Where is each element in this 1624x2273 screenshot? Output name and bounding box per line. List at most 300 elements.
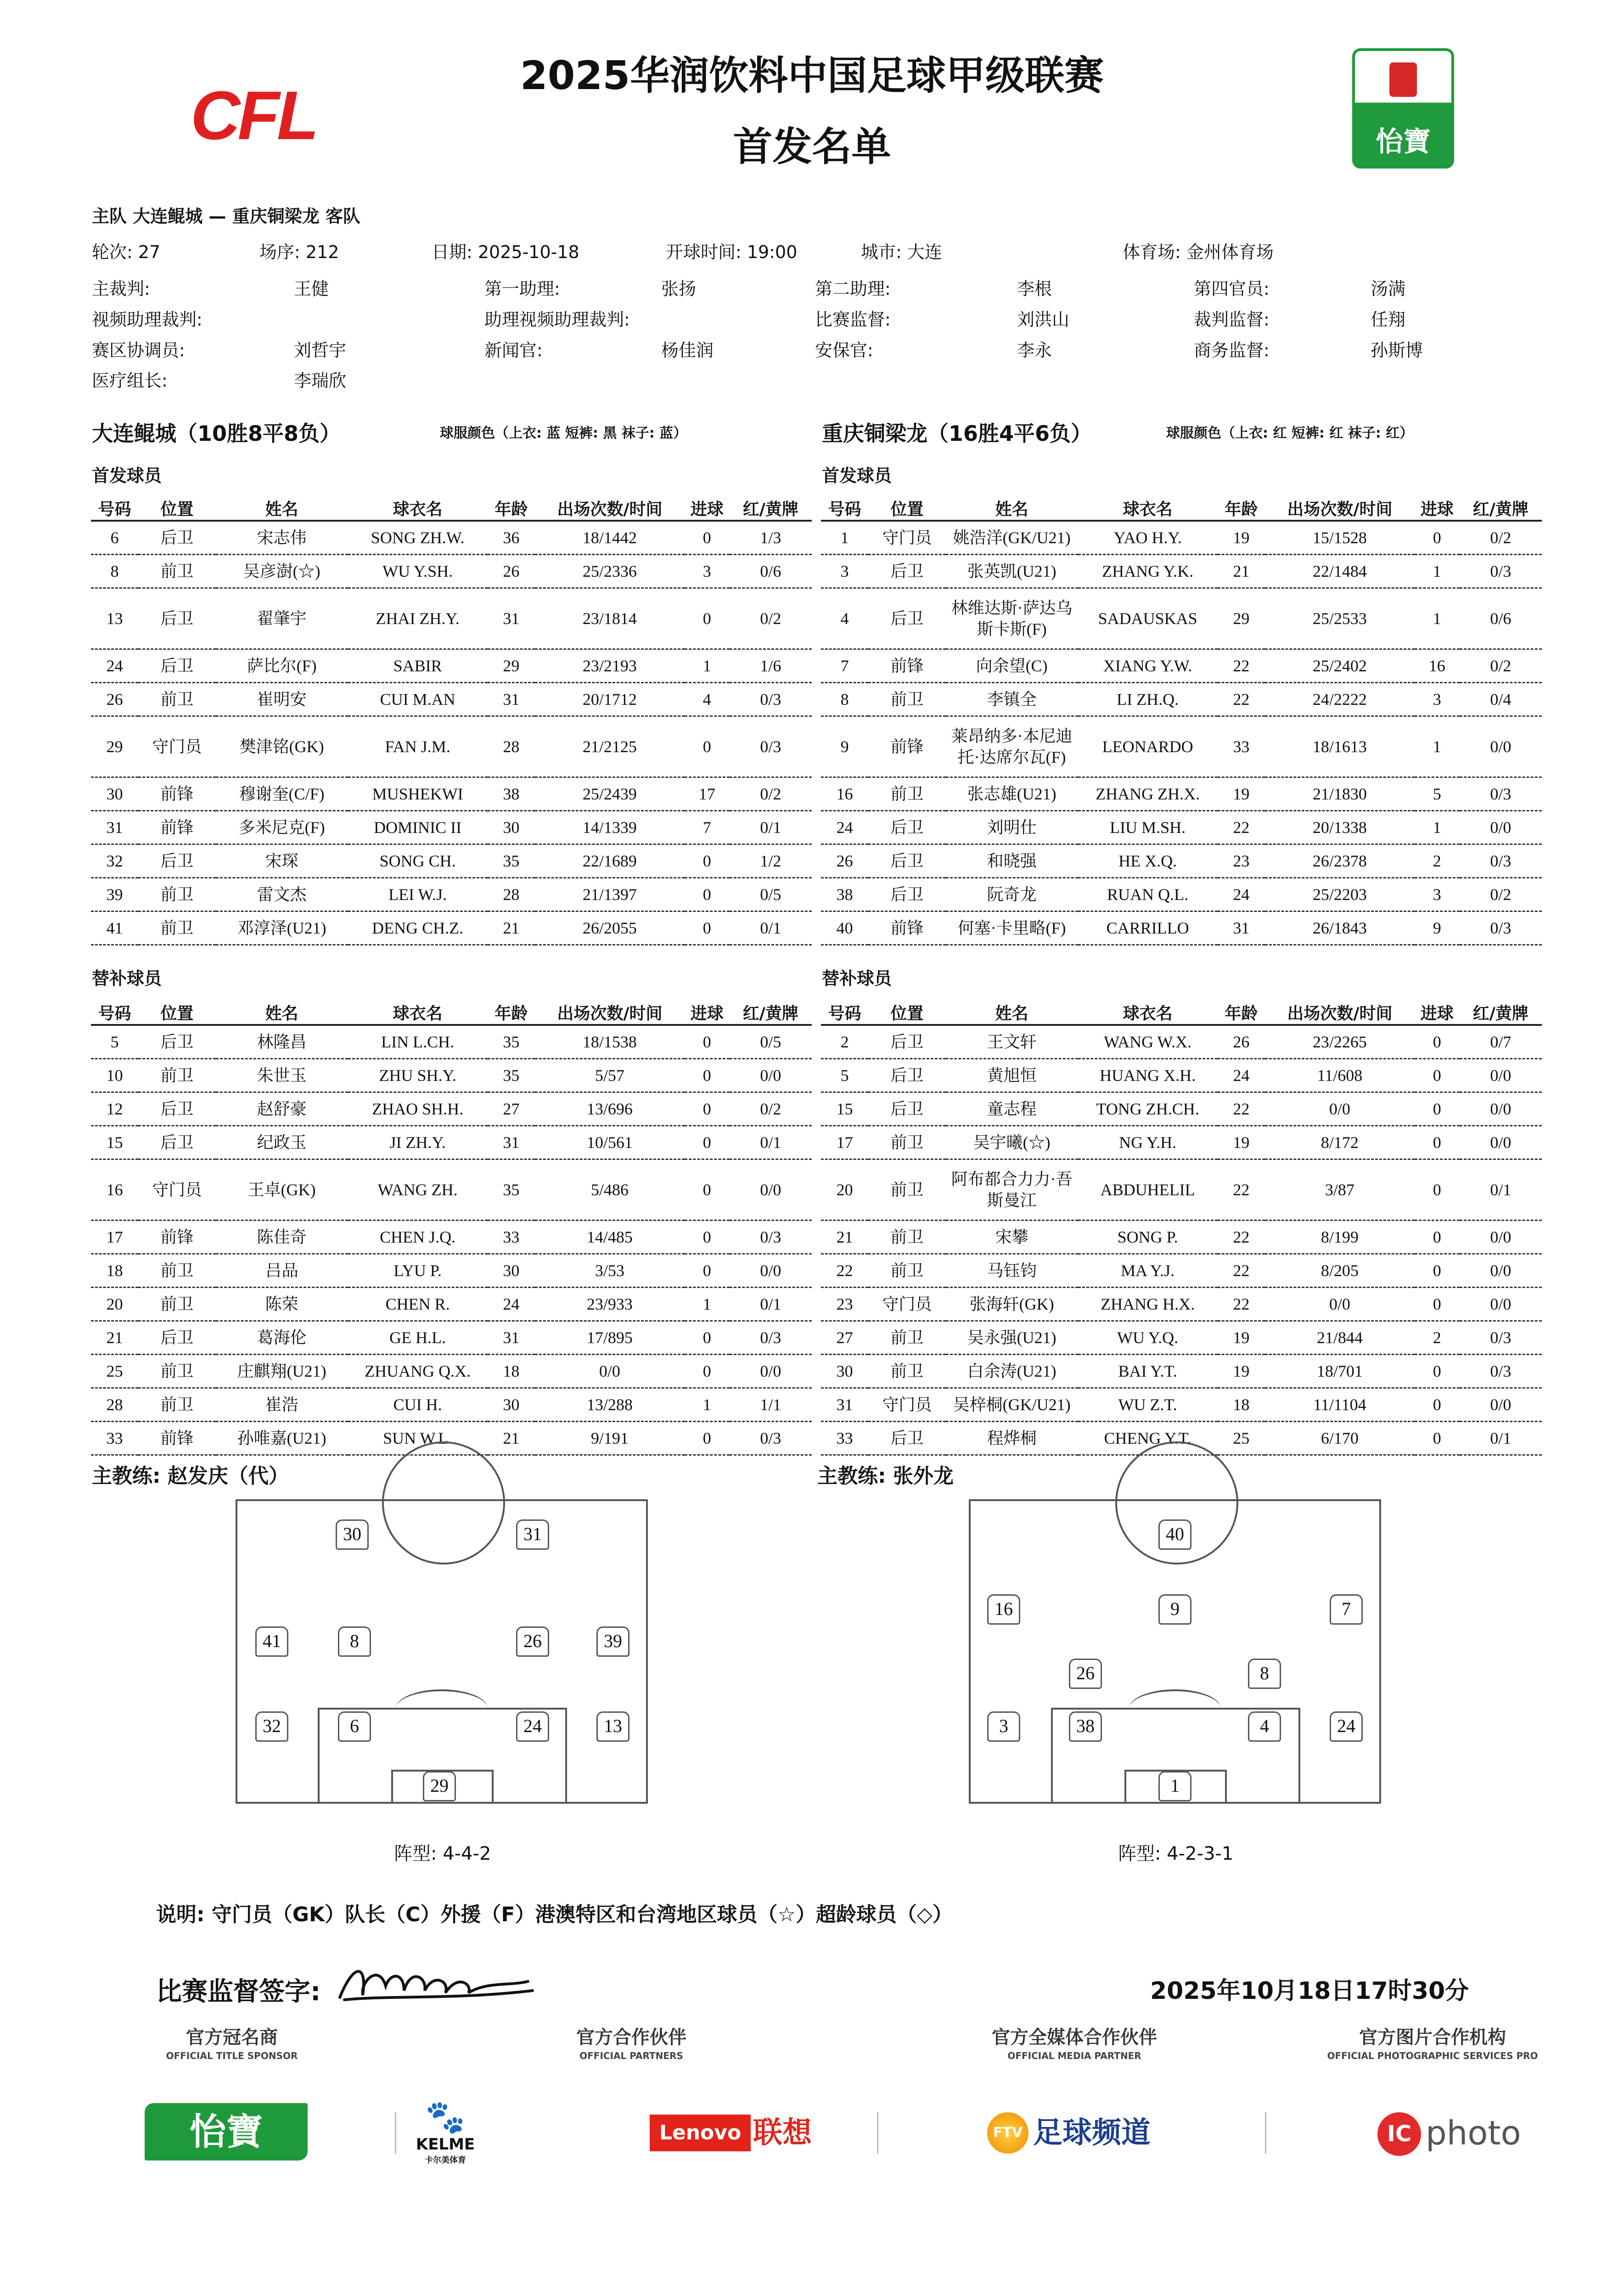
table-cell: 后卫: [868, 811, 945, 844]
table-cell: 13/696: [535, 1092, 685, 1126]
table-cell: 0/3: [730, 683, 812, 716]
player-shirt: 8: [338, 1626, 371, 1657]
table-cell: 26/2378: [1265, 844, 1415, 878]
table-cell: 前锋: [138, 777, 215, 811]
column-header: 红/黄牌: [730, 1000, 812, 1025]
table-cell: 17: [91, 1221, 138, 1254]
table-cell: 28: [488, 878, 535, 911]
table-cell: 19: [1218, 1321, 1265, 1355]
table-row: [821, 1159, 1542, 1221]
table-cell: 宋琛: [216, 844, 348, 878]
table-cell: 0/2: [730, 777, 812, 811]
table-cell: 宋志伟: [216, 521, 348, 555]
table-cell: 0/3: [1460, 777, 1542, 811]
table-cell: 白余涛(U21): [946, 1355, 1078, 1388]
table-cell: 0/0: [1460, 1388, 1542, 1422]
table-cell: WANG W.X.: [1078, 1025, 1218, 1059]
table-cell: 0: [1415, 1092, 1460, 1126]
table-cell: ZHANG Y.K.: [1078, 555, 1218, 588]
table-cell: 前卫: [138, 1355, 215, 1388]
table-cell: 35: [488, 844, 535, 878]
official-role-label: 助理视频助理裁判:: [484, 309, 630, 330]
table-row: [91, 844, 812, 878]
lenovo-text: Lenovo: [650, 2115, 751, 2151]
table-cell: 22/1689: [535, 844, 685, 878]
table-cell: 1/6: [730, 649, 812, 683]
table-cell: 17/895: [535, 1321, 685, 1355]
table-cell: 13: [91, 588, 138, 649]
table-cell: 9: [1415, 911, 1460, 945]
ftv-text: 足球频道: [1033, 2116, 1151, 2150]
table-row: [91, 777, 812, 811]
table-cell: JI ZH.Y.: [348, 1126, 488, 1159]
table-cell: 21/844: [1265, 1321, 1415, 1355]
table-cell: 25/2533: [1265, 588, 1415, 649]
table-cell: 18/1442: [535, 521, 685, 555]
table-cell: 24: [91, 649, 138, 683]
table-cell: 阿布都合力力·吾斯曼江: [946, 1159, 1078, 1221]
table-cell: 0/3: [730, 1422, 812, 1455]
table-cell: 0: [1415, 521, 1460, 555]
table-cell: 23/2193: [535, 649, 685, 683]
away-formation: 阵型: 4-2-3-1: [1118, 1843, 1234, 1864]
table-cell: 前锋: [868, 649, 945, 683]
column-header: 号码: [91, 1000, 138, 1025]
table-cell: 0/0: [1460, 1059, 1542, 1092]
table-cell: 0/0: [1265, 1288, 1415, 1321]
table-cell: 5/57: [535, 1059, 685, 1092]
table-cell: MUSHEKWI: [348, 777, 488, 811]
shield-icon: [1389, 62, 1417, 97]
column-header: 红/黄牌: [1460, 1000, 1542, 1025]
table-cell: 萨比尔(F): [216, 649, 348, 683]
table-row: [91, 1388, 812, 1422]
table-cell: 20/1338: [1265, 811, 1415, 844]
table-cell: 0: [685, 1059, 730, 1092]
table-row: [821, 1221, 1542, 1254]
table-cell: 25/2336: [535, 555, 685, 588]
table-cell: 31: [488, 1321, 535, 1355]
sponsor-category-title: 官方合作伙伴: [576, 2027, 686, 2048]
table-cell: 1: [1415, 555, 1460, 588]
table-cell: 0: [685, 1254, 730, 1288]
player-shirt: 41: [255, 1626, 288, 1657]
column-header: 位置: [138, 496, 215, 521]
table-cell: 38: [821, 878, 868, 911]
column-header: 姓名: [946, 1000, 1078, 1025]
table-cell: 1/2: [730, 844, 812, 878]
table-cell: 0/3: [1460, 911, 1542, 945]
table-cell: 35: [488, 1025, 535, 1059]
table-row: [821, 1092, 1542, 1126]
column-header: 进球: [685, 496, 730, 521]
table-cell: 29: [488, 649, 535, 683]
table-cell: 22: [1218, 683, 1265, 716]
table-cell: 0: [685, 1355, 730, 1388]
table-cell: 22: [1218, 1092, 1265, 1126]
table-cell: 28: [488, 716, 535, 777]
table-cell: 守门员: [868, 1388, 945, 1422]
penalty-arc: [1129, 1689, 1221, 1728]
table-cell: 张志雄(U21): [946, 777, 1078, 811]
column-header: 出场次数/时间: [1265, 1000, 1415, 1025]
table-cell: ZHAO SH.H.: [348, 1092, 488, 1126]
table-cell: 吕品: [216, 1254, 348, 1288]
table-cell: 35: [488, 1159, 535, 1221]
ic-circle: IC: [1377, 2112, 1421, 2156]
table-row: [91, 1159, 812, 1221]
table-cell: 30: [488, 1388, 535, 1422]
table-cell: 1/3: [730, 521, 812, 555]
table-cell: 10: [91, 1059, 138, 1092]
table-cell: 18/1538: [535, 1025, 685, 1059]
table-cell: 9: [821, 716, 868, 777]
table-cell: CHEN R.: [348, 1288, 488, 1321]
table-cell: 0: [685, 844, 730, 878]
table-cell: 18: [488, 1355, 535, 1388]
table-cell: HUANG X.H.: [1078, 1059, 1218, 1092]
player-shirt: 24: [1330, 1711, 1363, 1742]
player-shirt: 30: [336, 1519, 369, 1550]
table-row: [91, 588, 812, 649]
yibao-logo: [145, 2103, 308, 2160]
table-cell: 程烨桐: [946, 1422, 1078, 1455]
table-cell: 21/1397: [535, 878, 685, 911]
table-cell: 0/1: [730, 811, 812, 844]
table-cell: CHENG Y.T.: [1078, 1422, 1218, 1455]
table-cell: 24: [1218, 878, 1265, 911]
table-cell: 22: [1218, 1221, 1265, 1254]
table-cell: 20: [821, 1159, 868, 1221]
table-cell: 22/1484: [1265, 555, 1415, 588]
official-name: 李根: [1017, 279, 1052, 299]
table-cell: 0: [685, 1321, 730, 1355]
kickoff-time: 开球时间: 19:00: [666, 242, 798, 262]
table-cell: 0/2: [730, 1092, 812, 1126]
table-row: [91, 1288, 812, 1321]
table-cell: 葛海伦: [216, 1321, 348, 1355]
table-cell: 前卫: [868, 1221, 945, 1254]
table-cell: 穆谢奎(C/F): [216, 777, 348, 811]
table-row: [821, 1355, 1542, 1388]
table-cell: 后卫: [868, 878, 945, 911]
player-shirt: 8: [1248, 1659, 1281, 1689]
table-cell: 23: [821, 1288, 868, 1321]
table-cell: 0: [1415, 1025, 1460, 1059]
table-cell: 0/0: [1460, 716, 1542, 777]
table-row: [821, 878, 1542, 911]
official-name: 孙斯博: [1371, 340, 1423, 360]
home-formation: 阵型: 4-4-2: [394, 1843, 491, 1864]
table-cell: 5: [821, 1059, 868, 1092]
home-team-name: 大连鲲城（10胜8平8负）: [92, 421, 341, 446]
table-cell: 18: [1218, 1388, 1265, 1422]
official-name: 杨佳润: [661, 340, 714, 360]
table-cell: 18/1613: [1265, 716, 1415, 777]
table-cell: 3: [685, 555, 730, 588]
table-cell: 31: [91, 811, 138, 844]
table-cell: 1: [1415, 588, 1460, 649]
table-cell: NG Y.H.: [1078, 1126, 1218, 1159]
table-row: [821, 1254, 1542, 1288]
table-cell: 赵舒豪: [216, 1092, 348, 1126]
table-cell: 19: [1218, 1126, 1265, 1159]
table-row: [821, 521, 1542, 555]
table-cell: 李镇全: [946, 683, 1078, 716]
table-cell: 纪政玉: [216, 1126, 348, 1159]
table-cell: 0: [685, 521, 730, 555]
table-cell: 前锋: [868, 911, 945, 945]
table-cell: 前卫: [138, 1254, 215, 1288]
table-cell: SONG CH.: [348, 844, 488, 878]
table-cell: 后卫: [138, 1321, 215, 1355]
table-cell: WU Z.T.: [1078, 1388, 1218, 1422]
table-cell: 31: [1218, 911, 1265, 945]
table-cell: 马钰钧: [946, 1254, 1078, 1288]
table-cell: ZHUANG Q.X.: [348, 1355, 488, 1388]
table-cell: 17: [685, 777, 730, 811]
table-cell: 22: [1218, 1254, 1265, 1288]
table-cell: 7: [821, 649, 868, 683]
table-cell: 0: [1415, 1288, 1460, 1321]
table-cell: SONG ZH.W.: [348, 521, 488, 555]
player-shirt: 24: [516, 1711, 549, 1742]
table-cell: 40: [821, 911, 868, 945]
kelme-text: KELME: [416, 2135, 475, 2154]
table-cell: 庄麒翔(U21): [216, 1355, 348, 1388]
table-cell: 邓淳泽(U21): [216, 911, 348, 945]
table-cell: 0/0: [730, 1355, 812, 1388]
table-cell: 王文轩: [946, 1025, 1078, 1059]
table-cell: 0/0: [1460, 1288, 1542, 1321]
official-role-label: 视频助理裁判:: [92, 309, 202, 330]
table-cell: 黄旭恒: [946, 1059, 1078, 1092]
table-cell: HE X.Q.: [1078, 844, 1218, 878]
table-cell: 前卫: [138, 911, 215, 945]
table-cell: 5: [1415, 777, 1460, 811]
column-header: 年龄: [488, 496, 535, 521]
table-cell: 6/170: [1265, 1422, 1415, 1455]
table-cell: 9/191: [535, 1422, 685, 1455]
table-cell: 前卫: [868, 1254, 945, 1288]
table-cell: 18/701: [1265, 1355, 1415, 1388]
table-cell: 0/0: [1460, 811, 1542, 844]
table-cell: 1: [685, 1288, 730, 1321]
table-row: [91, 716, 812, 777]
table-cell: 8/199: [1265, 1221, 1415, 1254]
table-row: [91, 521, 812, 555]
table-cell: DENG CH.Z.: [348, 911, 488, 945]
table-cell: 前卫: [868, 1321, 945, 1355]
paw-icon: 🐾: [425, 2098, 466, 2136]
table-row: [821, 1126, 1542, 1159]
icphoto-logo: [1377, 2108, 1534, 2158]
table-cell: 11/1104: [1265, 1388, 1415, 1422]
table-cell: 30: [488, 811, 535, 844]
official-name: 任翔: [1371, 309, 1406, 330]
table-cell: 22: [1218, 1288, 1265, 1321]
official-role-label: 第二助理:: [815, 279, 891, 299]
player-shirt: 16: [987, 1594, 1020, 1625]
table-cell: XIANG Y.W.: [1078, 649, 1218, 683]
table-cell: 33: [488, 1221, 535, 1254]
table-cell: 21: [91, 1321, 138, 1355]
table-cell: 24/2222: [1265, 683, 1415, 716]
center-circle: [382, 1441, 505, 1564]
table-row: [91, 555, 812, 588]
table-cell: 林隆昌: [216, 1025, 348, 1059]
table-cell: 0/1: [730, 1126, 812, 1159]
official-role-label: 商务监督:: [1194, 340, 1270, 360]
table-cell: 0/0: [1460, 1254, 1542, 1288]
table-cell: 后卫: [138, 649, 215, 683]
table-cell: 吴梓桐(GK/U21): [946, 1388, 1078, 1422]
away-subs-table: [821, 1000, 1542, 1456]
official-role-label: 主裁判:: [92, 279, 150, 299]
table-cell: 21: [1218, 555, 1265, 588]
column-header: 进球: [685, 1000, 730, 1025]
player-shirt: 26: [516, 1626, 549, 1657]
table-cell: 0/5: [730, 1025, 812, 1059]
table-cell: 0: [1415, 1221, 1460, 1254]
ftv-ball-icon: FTV: [987, 2112, 1028, 2154]
table-cell: 前锋: [868, 716, 945, 777]
table-cell: 16: [91, 1159, 138, 1221]
column-header: 位置: [868, 496, 945, 521]
official-role-label: 新闻官:: [484, 340, 543, 360]
sponsor-category-title: 官方冠名商: [186, 2027, 278, 2048]
table-cell: 12: [91, 1092, 138, 1126]
player-shirt: 32: [255, 1711, 288, 1742]
table-cell: 11/608: [1265, 1059, 1415, 1092]
table-cell: SUN W.L.: [348, 1422, 488, 1455]
table-cell: 后卫: [868, 555, 945, 588]
table-cell: 3/53: [535, 1254, 685, 1288]
lenovo-logo: [650, 2115, 820, 2151]
page-title: 2025华润饮料中国足球甲级联赛: [520, 53, 1104, 99]
kelme-logo: [393, 2099, 498, 2166]
yibao-logo-text: 怡寶: [189, 2110, 263, 2153]
table-cell: 25/2402: [1265, 649, 1415, 683]
table-cell: 和晓强: [946, 844, 1078, 878]
home-subs-table: [91, 1000, 812, 1456]
table-cell: 33: [91, 1422, 138, 1455]
table-row: [91, 911, 812, 945]
table-cell: 25/2203: [1265, 878, 1415, 911]
table-cell: 守门员: [868, 521, 945, 555]
column-header: 号码: [821, 496, 868, 521]
column-header: 球衣名: [348, 1000, 488, 1025]
player-shirt: 29: [423, 1771, 456, 1801]
table-cell: WU Y.Q.: [1078, 1321, 1218, 1355]
table-cell: 守门员: [138, 716, 215, 777]
table-cell: 33: [821, 1422, 868, 1455]
column-header: 姓名: [946, 496, 1078, 521]
teams-line: 主队 大连鲲城 — 重庆铜梁龙 客队: [92, 206, 360, 226]
table-cell: 23: [1218, 844, 1265, 878]
table-cell: 33: [1218, 716, 1265, 777]
official-role-label: 医疗组长:: [92, 371, 168, 391]
table-row: [821, 1388, 1542, 1422]
table-cell: 0/0: [1460, 1126, 1542, 1159]
player-shirt: 40: [1158, 1519, 1191, 1550]
table-cell: 30: [821, 1355, 868, 1388]
table-cell: 0: [685, 716, 730, 777]
table-cell: CUI H.: [348, 1388, 488, 1422]
table-cell: 0/1: [1460, 1422, 1542, 1455]
city: 城市: 大连: [861, 242, 942, 262]
table-cell: 8: [821, 683, 868, 716]
table-cell: 22: [1218, 649, 1265, 683]
table-cell: 20: [91, 1288, 138, 1321]
table-cell: 32: [91, 844, 138, 878]
table-cell: 0/3: [1460, 555, 1542, 588]
table-cell: CARRILLO: [1078, 911, 1218, 945]
player-shirt: 7: [1330, 1594, 1363, 1625]
player-shirt: 3: [987, 1711, 1020, 1742]
column-header: 年龄: [488, 1000, 535, 1025]
away-coach: 主教练: 张外龙: [817, 1464, 954, 1488]
away-team-name: 重庆铜梁龙（16胜4平6负）: [822, 421, 1092, 446]
sponsor-badge-logo: [1352, 48, 1454, 169]
table-cell: 0/2: [730, 588, 812, 649]
table-cell: LEONARDO: [1078, 716, 1218, 777]
table-cell: 1: [821, 521, 868, 555]
table-cell: 8/172: [1265, 1126, 1415, 1159]
lenovo-cn-text: 联想: [753, 2116, 812, 2150]
sponsor-category-subtitle: OFFICIAL MEDIA PARTNER: [1007, 2050, 1141, 2061]
table-cell: 前锋: [138, 1422, 215, 1455]
table-row: [91, 1254, 812, 1288]
table-cell: 41: [91, 911, 138, 945]
table-cell: 1: [1415, 811, 1460, 844]
table-row: [91, 1059, 812, 1092]
table-cell: 15: [91, 1126, 138, 1159]
table-cell: 23/2265: [1265, 1025, 1415, 1059]
ftv-logo: [987, 2110, 1171, 2156]
table-cell: 雷文杰: [216, 878, 348, 911]
table-cell: LIN L.CH.: [348, 1025, 488, 1059]
table-cell: 2: [1415, 1321, 1460, 1355]
sponsor-category-title: 官方图片合作机构: [1359, 2027, 1506, 2048]
table-cell: 5: [91, 1025, 138, 1059]
home-kit-colors: 球服颜色（上衣: 蓝 短裤: 黑 袜子: 蓝）: [440, 425, 687, 441]
table-cell: 3/87: [1265, 1159, 1415, 1221]
table-cell: ZHU SH.Y.: [348, 1059, 488, 1092]
table-cell: 前卫: [868, 1355, 945, 1388]
table-cell: 0: [1415, 1355, 1460, 1388]
table-cell: 25/2439: [535, 777, 685, 811]
handwritten-signature: [335, 1954, 542, 2009]
table-cell: 前卫: [138, 683, 215, 716]
table-cell: 0/3: [1460, 1321, 1542, 1355]
table-cell: LI ZH.Q.: [1078, 683, 1218, 716]
table-cell: 15: [821, 1092, 868, 1126]
table-cell: 刘明仕: [946, 811, 1078, 844]
table-cell: 林维达斯·萨达乌斯卡斯(F): [946, 588, 1078, 649]
table-row: [821, 844, 1542, 878]
table-cell: ABDUHELIL: [1078, 1159, 1218, 1221]
away-starters-table: [821, 496, 1542, 945]
table-cell: 4: [685, 683, 730, 716]
table-cell: 1: [685, 1388, 730, 1422]
table-cell: 0: [685, 878, 730, 911]
table-cell: 前卫: [868, 1159, 945, 1221]
sponsor-category-subtitle: OFFICIAL PHOTOGRAPHIC SERVICES PRO: [1327, 2050, 1538, 2061]
table-cell: 向余望(C): [946, 649, 1078, 683]
table-cell: 0/0: [1460, 1221, 1542, 1254]
table-cell: 0/0: [730, 1254, 812, 1288]
